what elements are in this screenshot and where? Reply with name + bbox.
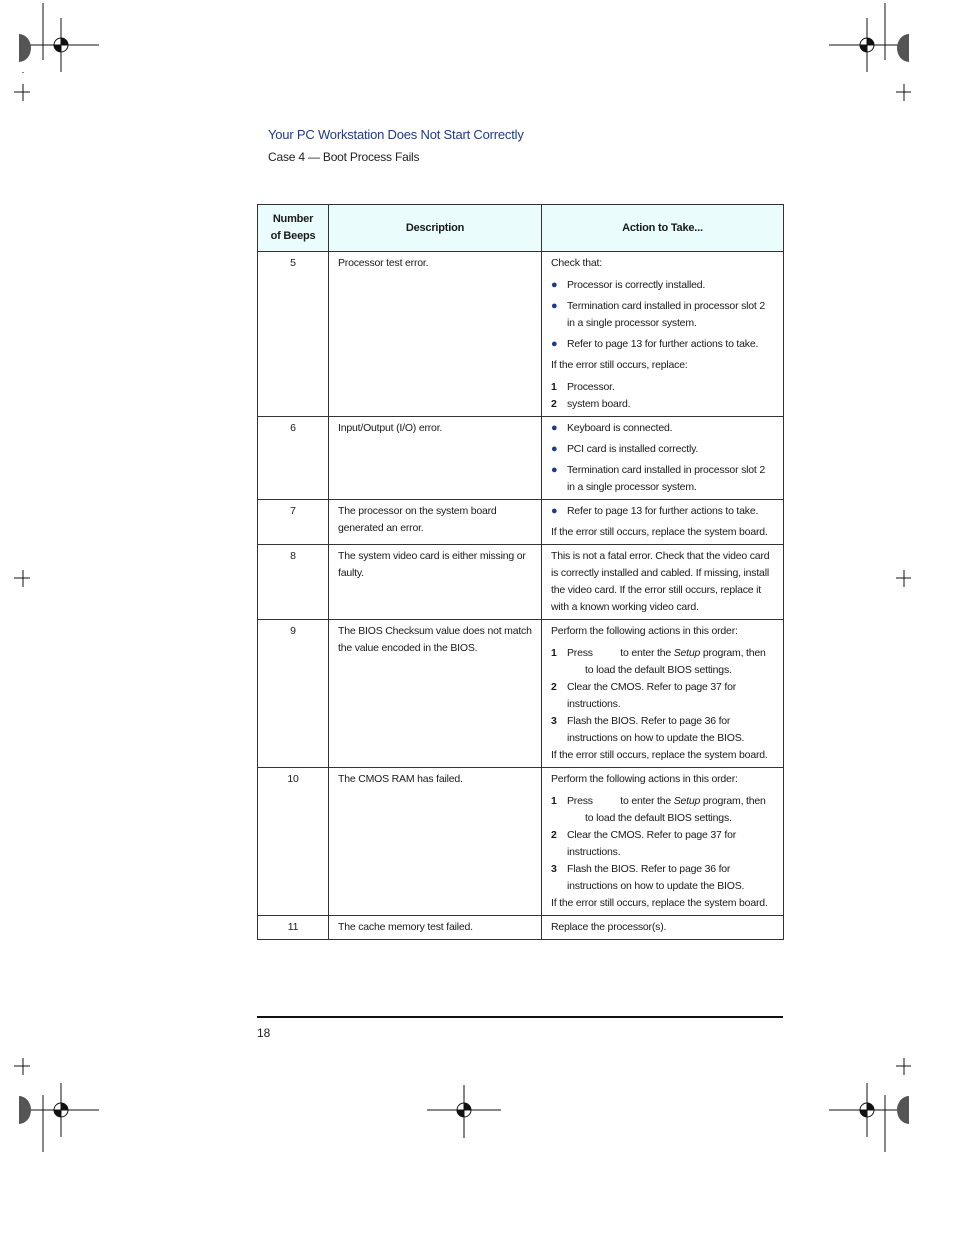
table-row <box>258 545 784 620</box>
list-item: ● Refer to page 13 for further actions to take. <box>551 503 775 520</box>
header-number-of-beeps: Number of Beeps <box>258 205 329 252</box>
beep-count: 11 <box>258 916 329 940</box>
action-intro: Perform the following actions in this order: <box>551 773 738 785</box>
section-title: Your PC Workstation Does Not Start Correctly <box>268 127 524 142</box>
beep-count: 9 <box>258 620 329 768</box>
header-description: Description <box>329 205 542 252</box>
action-cell <box>542 252 784 417</box>
beep-count: 8 <box>258 545 329 620</box>
bullet-icon: ● <box>551 443 558 455</box>
beep-count: 6 <box>258 417 329 500</box>
error-description: Processor test error. <box>329 252 542 417</box>
error-description: The CMOS RAM has failed. <box>329 768 542 916</box>
action-note: If the error still occurs, replace: <box>551 359 688 371</box>
action-cell <box>542 768 784 916</box>
list-item: ● PCI card is installed correctly. <box>551 441 775 458</box>
bullet-icon: ● <box>551 300 558 312</box>
numbered-step: 1 Press to enter the Setup program, then to load the default BIOS settings. <box>551 647 766 676</box>
footer-rule <box>257 1016 783 1018</box>
table-row <box>258 620 784 768</box>
action-cell <box>542 417 784 500</box>
beep-codes-table <box>257 204 784 940</box>
numbered-step: 1 Processor. <box>551 381 615 393</box>
bullet-icon: ● <box>551 279 558 291</box>
action-cell <box>542 620 784 768</box>
list-item: ● Processor is correctly installed. <box>551 277 775 294</box>
beep-count: 5 <box>258 252 329 417</box>
beep-count: 7 <box>258 500 329 545</box>
action-cell <box>542 500 784 545</box>
action-note: If the error still occurs, replace the system board. <box>551 897 768 909</box>
list-item: ● Termination card installed in processor slot 2 in a single processor system. <box>551 300 765 329</box>
error-description: The system video card is either missing or faulty. <box>329 545 542 620</box>
numbered-step: 2 Clear the CMOS. Refer to page 37 for instructions. <box>551 681 737 710</box>
table-row <box>258 500 784 545</box>
action-cell: This is not a fatal error. Check that the video card is correctly installed and cabled. If missing, install the video card. If the error still occurs, replace it with a known working video card. <box>542 545 784 620</box>
page-number: 18 <box>257 1026 271 1040</box>
action-cell: Replace the processor(s). <box>542 916 784 940</box>
error-description: The BIOS Checksum value does not match the value encoded in the BIOS. <box>329 620 542 768</box>
action-note: If the error still occurs, replace the system board. <box>551 526 768 538</box>
bullet-icon: ● <box>551 338 558 350</box>
error-description: The cache memory test failed. <box>329 916 542 940</box>
error-description: The processor on the system board generated an error. <box>329 500 542 545</box>
bullet-icon: ● <box>551 464 558 476</box>
numbered-step: 1 Press to enter the Setup program, then to load the default BIOS settings. <box>551 795 766 824</box>
numbered-step: 3 Flash the BIOS. Refer to page 36 for instructions on how to update the BIOS. <box>551 863 745 892</box>
bullet-icon: ● <box>551 505 558 517</box>
action-intro: Check that: <box>551 257 602 269</box>
numbered-step: 2 Clear the CMOS. Refer to page 37 for instructions. <box>551 829 737 858</box>
table-header-row <box>258 205 784 252</box>
section-subtitle: Case 4 — Boot Process Fails <box>268 150 420 164</box>
table-row <box>258 417 784 500</box>
action-intro: Perform the following actions in this order: <box>551 625 738 637</box>
action-note: If the error still occurs, replace the system board. <box>551 749 768 761</box>
table-row <box>258 916 784 940</box>
list-item: ● Refer to page 13 for further actions to take. <box>551 336 775 353</box>
table-row <box>258 768 784 916</box>
bullet-icon: ● <box>551 422 558 434</box>
list-item: ● Keyboard is connected. <box>551 420 775 437</box>
header-action: Action to Take... <box>542 205 784 252</box>
numbered-step: 2 system board. <box>551 398 631 410</box>
beep-count: 10 <box>258 768 329 916</box>
table-row <box>258 252 784 417</box>
numbered-step: 3 Flash the BIOS. Refer to page 36 for instructions on how to update the BIOS. <box>551 715 745 744</box>
list-item: ● Termination card installed in processor slot 2 in a single processor system. <box>551 464 765 493</box>
error-description: Input/Output (I/O) error. <box>329 417 542 500</box>
